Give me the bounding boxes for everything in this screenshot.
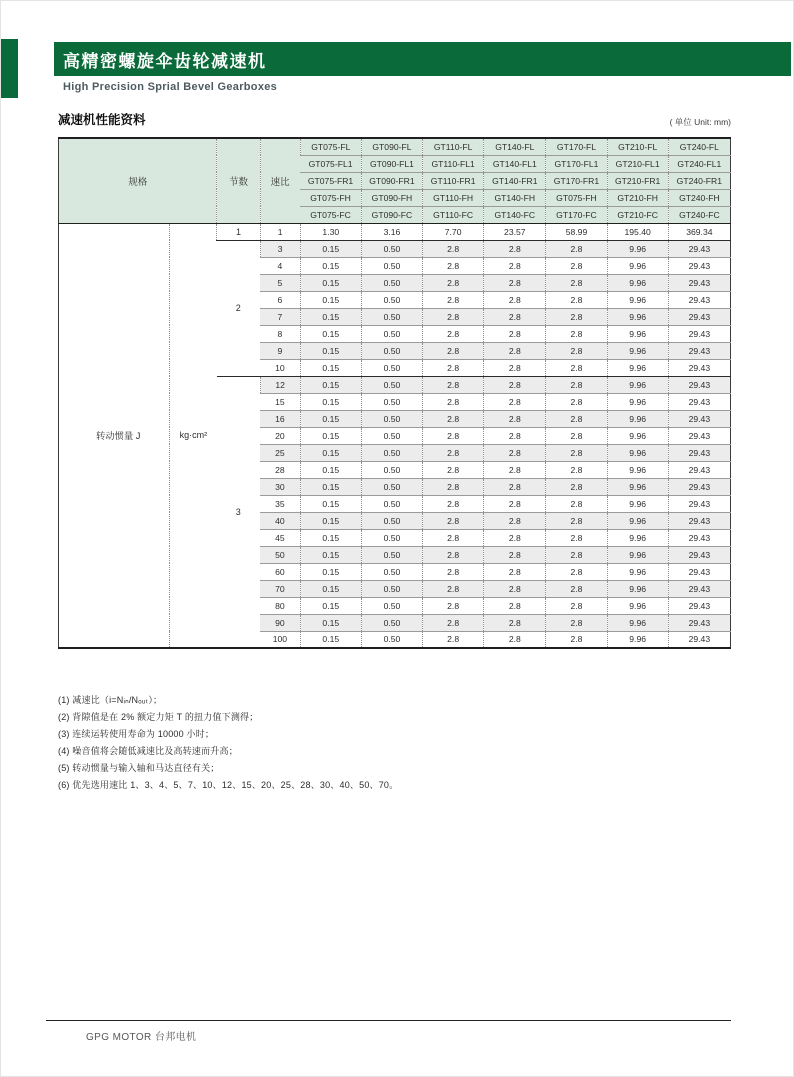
value-cell: 0.15 — [300, 529, 361, 546]
value-cell: 29.43 — [668, 308, 730, 325]
model-header-cell: GT170-FC — [546, 206, 607, 223]
stages-cell: 3 — [217, 376, 260, 648]
model-header-cell: GT210-FH — [607, 189, 668, 206]
left-accent-bar — [1, 39, 18, 98]
value-cell: 2.8 — [423, 376, 484, 393]
ratio-cell: 28 — [260, 461, 300, 478]
model-header-cell: GT110-FH — [423, 189, 484, 206]
value-cell: 2.8 — [484, 512, 546, 529]
ratio-cell: 25 — [260, 444, 300, 461]
value-cell: 2.8 — [423, 444, 484, 461]
value-cell: 0.15 — [300, 512, 361, 529]
value-cell: 0.50 — [361, 410, 422, 427]
value-cell: 29.43 — [668, 614, 730, 631]
model-header-cell: GT075-FC — [300, 206, 361, 223]
value-cell: 0.50 — [361, 427, 422, 444]
footnote-4: (4) 噪音值将会随低减速比及高转速而升高； — [58, 746, 238, 756]
value-cell: 2.8 — [484, 614, 546, 631]
footnote-5: (5) 转动惯量与输入轴和马达直径有关； — [58, 763, 220, 773]
value-cell: 0.50 — [361, 444, 422, 461]
value-cell: 2.8 — [546, 342, 607, 359]
value-cell: 2.8 — [546, 393, 607, 410]
title-bar — [54, 42, 791, 76]
ratio-cell: 1 — [260, 223, 300, 240]
value-cell: 2.8 — [484, 597, 546, 614]
value-cell: 2.8 — [546, 291, 607, 308]
model-header-cell: GT075-FR1 — [300, 172, 361, 189]
value-cell: 0.50 — [361, 325, 422, 342]
ratio-cell: 45 — [260, 529, 300, 546]
value-cell: 9.96 — [607, 240, 668, 257]
page-subtitle: High Precision Sprial Bevel Gearboxes — [63, 81, 278, 93]
ratio-cell: 80 — [260, 597, 300, 614]
value-cell: 2.8 — [423, 342, 484, 359]
value-cell: 0.15 — [300, 325, 361, 342]
value-cell: 29.43 — [668, 427, 730, 444]
value-cell: 0.15 — [300, 376, 361, 393]
value-cell: 9.96 — [607, 376, 668, 393]
model-header-cell: GT075-FL1 — [300, 155, 361, 172]
value-cell: 2.8 — [484, 342, 546, 359]
value-cell: 2.8 — [423, 478, 484, 495]
value-cell: 0.50 — [361, 461, 422, 478]
value-cell: 2.8 — [484, 495, 546, 512]
value-cell: 0.50 — [361, 342, 422, 359]
value-cell: 2.8 — [484, 444, 546, 461]
value-cell: 369.34 — [668, 223, 730, 240]
model-header-cell: GT140-FR1 — [484, 172, 546, 189]
value-cell: 2.8 — [546, 240, 607, 257]
value-cell: 2.8 — [484, 427, 546, 444]
model-header-cell: GT075-FL — [300, 138, 361, 155]
value-cell: 2.8 — [484, 291, 546, 308]
ratio-cell: 4 — [260, 257, 300, 274]
value-cell: 58.99 — [546, 223, 607, 240]
value-cell: 2.8 — [546, 427, 607, 444]
model-header-cell: GT140-FC — [484, 206, 546, 223]
value-cell: 2.8 — [423, 546, 484, 563]
value-cell: 0.15 — [300, 393, 361, 410]
value-cell: 0.50 — [361, 240, 422, 257]
value-cell: 1.30 — [300, 223, 361, 240]
unit-note: ( 单位 Unit: mm) — [669, 117, 731, 127]
value-cell: 2.8 — [546, 563, 607, 580]
footer-divider — [46, 1020, 731, 1021]
value-cell: 2.8 — [546, 529, 607, 546]
value-cell: 9.96 — [607, 580, 668, 597]
value-cell: 2.8 — [546, 308, 607, 325]
value-cell: 0.50 — [361, 393, 422, 410]
value-cell: 2.8 — [484, 580, 546, 597]
value-cell: 29.43 — [668, 478, 730, 495]
value-cell: 0.50 — [361, 359, 422, 376]
value-cell: 0.15 — [300, 257, 361, 274]
value-cell: 29.43 — [668, 580, 730, 597]
page-title: 高精密螺旋伞齿轮减速机 — [63, 51, 267, 71]
ratio-cell: 90 — [260, 614, 300, 631]
value-cell: 2.8 — [484, 393, 546, 410]
footer-brand: GPG MOTOR 台邦电机 — [86, 1032, 197, 1043]
model-header-cell: GT240-FH — [668, 189, 730, 206]
value-cell: 2.8 — [423, 614, 484, 631]
model-header-cell: GT210-FR1 — [607, 172, 668, 189]
model-header-cell: GT090-FR1 — [361, 172, 422, 189]
section-title: 减速机性能资料 — [58, 113, 146, 127]
value-cell: 0.15 — [300, 478, 361, 495]
value-cell: 9.96 — [607, 512, 668, 529]
model-header-cell: GT110-FC — [423, 206, 484, 223]
value-cell: 0.15 — [300, 597, 361, 614]
stages-column-header: 节数 — [217, 138, 260, 223]
model-header-cell: GT210-FC — [607, 206, 668, 223]
value-cell: 29.43 — [668, 631, 730, 648]
value-cell: 2.8 — [423, 427, 484, 444]
value-cell: 0.50 — [361, 563, 422, 580]
ratio-cell: 12 — [260, 376, 300, 393]
value-cell: 2.8 — [423, 274, 484, 291]
value-cell: 2.8 — [484, 308, 546, 325]
model-header-cell: GT090-FL — [361, 138, 422, 155]
value-cell: 2.8 — [423, 410, 484, 427]
model-header-cell: GT140-FL1 — [484, 155, 546, 172]
value-cell: 0.50 — [361, 512, 422, 529]
value-cell: 2.8 — [546, 512, 607, 529]
value-cell: 2.8 — [423, 291, 484, 308]
value-cell: 2.8 — [484, 529, 546, 546]
value-cell: 9.96 — [607, 546, 668, 563]
value-cell: 0.15 — [300, 274, 361, 291]
value-cell: 2.8 — [484, 563, 546, 580]
value-cell: 2.8 — [546, 478, 607, 495]
value-cell: 9.96 — [607, 325, 668, 342]
value-cell: 9.96 — [607, 529, 668, 546]
value-cell: 0.50 — [361, 308, 422, 325]
value-cell: 29.43 — [668, 597, 730, 614]
value-cell: 2.8 — [546, 580, 607, 597]
model-header-cell: GT170-FL — [546, 138, 607, 155]
value-cell: 2.8 — [546, 546, 607, 563]
value-cell: 2.8 — [546, 461, 607, 478]
value-cell: 2.8 — [484, 274, 546, 291]
ratio-cell: 60 — [260, 563, 300, 580]
ratio-cell: 3 — [260, 240, 300, 257]
value-cell: 2.8 — [546, 410, 607, 427]
value-cell: 0.50 — [361, 257, 422, 274]
value-cell: 23.57 — [484, 223, 546, 240]
spec-cell: 转动惯量 J — [59, 223, 170, 648]
value-cell: 29.43 — [668, 444, 730, 461]
value-cell: 2.8 — [546, 257, 607, 274]
value-cell: 0.50 — [361, 614, 422, 631]
model-header-cell: GT210-FL1 — [607, 155, 668, 172]
value-cell: 29.43 — [668, 461, 730, 478]
value-cell: 2.8 — [484, 478, 546, 495]
value-cell: 9.96 — [607, 342, 668, 359]
value-cell: 2.8 — [546, 614, 607, 631]
value-cell: 2.8 — [423, 393, 484, 410]
model-header-cell: GT090-FH — [361, 189, 422, 206]
value-cell: 0.15 — [300, 342, 361, 359]
value-cell: 2.8 — [546, 325, 607, 342]
value-cell: 2.8 — [546, 274, 607, 291]
value-cell: 9.96 — [607, 291, 668, 308]
value-cell: 0.15 — [300, 427, 361, 444]
footnote-2: (2) 背隙值是在 2% 额定力矩 T 的扭力值下测得； — [58, 712, 259, 722]
model-header-cell: GT240-FR1 — [668, 172, 730, 189]
ratio-cell: 100 — [260, 631, 300, 648]
value-cell: 2.8 — [423, 563, 484, 580]
value-cell: 2.8 — [423, 461, 484, 478]
value-cell: 0.50 — [361, 291, 422, 308]
value-cell: 2.8 — [484, 410, 546, 427]
value-cell: 9.96 — [607, 631, 668, 648]
value-cell: 29.43 — [668, 359, 730, 376]
value-cell: 29.43 — [668, 291, 730, 308]
ratio-cell: 20 — [260, 427, 300, 444]
value-cell: 0.15 — [300, 308, 361, 325]
ratio-cell: 40 — [260, 512, 300, 529]
model-header-cell: GT090-FC — [361, 206, 422, 223]
value-cell: 29.43 — [668, 563, 730, 580]
value-cell: 0.50 — [361, 495, 422, 512]
value-cell: 29.43 — [668, 410, 730, 427]
value-cell: 29.43 — [668, 376, 730, 393]
value-cell: 9.96 — [607, 308, 668, 325]
value-cell: 195.40 — [607, 223, 668, 240]
value-cell: 0.15 — [300, 359, 361, 376]
value-cell: 2.8 — [484, 240, 546, 257]
value-cell: 29.43 — [668, 495, 730, 512]
value-cell: 2.8 — [484, 257, 546, 274]
value-cell: 9.96 — [607, 444, 668, 461]
value-cell: 2.8 — [546, 444, 607, 461]
value-cell: 2.8 — [423, 580, 484, 597]
value-cell: 0.50 — [361, 631, 422, 648]
footnote-3: (3) 连续运转使用寿命为 10000 小时； — [58, 729, 215, 739]
unit-cell: kg·cm² — [170, 223, 217, 648]
value-cell: 2.8 — [423, 308, 484, 325]
stages-cell: 1 — [217, 223, 260, 240]
value-cell: 0.15 — [300, 580, 361, 597]
ratio-cell: 7 — [260, 308, 300, 325]
value-cell: 2.8 — [546, 597, 607, 614]
model-header-cell: GT170-FL1 — [546, 155, 607, 172]
value-cell: 29.43 — [668, 529, 730, 546]
value-cell: 9.96 — [607, 427, 668, 444]
value-cell: 9.96 — [607, 257, 668, 274]
ratio-cell: 70 — [260, 580, 300, 597]
ratio-cell: 50 — [260, 546, 300, 563]
spec-column-header: 规格 — [59, 138, 217, 223]
value-cell: 9.96 — [607, 614, 668, 631]
model-header-cell: GT140-FH — [484, 189, 546, 206]
model-header-cell: GT240-FC — [668, 206, 730, 223]
value-cell: 0.50 — [361, 478, 422, 495]
value-cell: 9.96 — [607, 597, 668, 614]
value-cell: 0.50 — [361, 376, 422, 393]
value-cell: 0.15 — [300, 546, 361, 563]
value-cell: 29.43 — [668, 257, 730, 274]
ratio-cell: 5 — [260, 274, 300, 291]
section-header-row — [58, 110, 731, 128]
value-cell: 7.70 — [423, 223, 484, 240]
value-cell: 2.8 — [484, 325, 546, 342]
value-cell: 2.8 — [484, 461, 546, 478]
value-cell: 0.50 — [361, 546, 422, 563]
value-cell: 2.8 — [423, 597, 484, 614]
value-cell: 0.50 — [361, 529, 422, 546]
value-cell: 2.8 — [546, 631, 607, 648]
value-cell: 2.8 — [423, 359, 484, 376]
footnote-6: (6) 优先选用速比 1、3、4、5、7、10、12、15、20、25、28、30、40、50、70。 — [58, 780, 399, 790]
model-header-cell: GT170-FR1 — [546, 172, 607, 189]
model-header-cell: GT090-FL1 — [361, 155, 422, 172]
model-header-cell: GT140-FL — [484, 138, 546, 155]
value-cell: 0.15 — [300, 495, 361, 512]
model-header-cell: GT240-FL — [668, 138, 730, 155]
value-cell: 29.43 — [668, 240, 730, 257]
value-cell: 0.15 — [300, 291, 361, 308]
ratio-column-header: 速比 — [260, 138, 300, 223]
model-header-cell: GT210-FL — [607, 138, 668, 155]
value-cell: 9.96 — [607, 461, 668, 478]
value-cell: 0.15 — [300, 444, 361, 461]
value-cell: 2.8 — [484, 376, 546, 393]
model-header-cell: GT110-FR1 — [423, 172, 484, 189]
value-cell: 2.8 — [423, 325, 484, 342]
value-cell: 0.15 — [300, 631, 361, 648]
model-header-cell: GT110-FL — [423, 138, 484, 155]
value-cell: 0.15 — [300, 410, 361, 427]
value-cell: 2.8 — [484, 631, 546, 648]
value-cell: 0.50 — [361, 597, 422, 614]
value-cell: 0.15 — [300, 240, 361, 257]
model-header-cell: GT240-FL1 — [668, 155, 730, 172]
value-cell: 2.8 — [423, 631, 484, 648]
value-cell: 0.15 — [300, 614, 361, 631]
value-cell: 9.96 — [607, 274, 668, 291]
ratio-cell: 15 — [260, 393, 300, 410]
stages-cell: 2 — [217, 240, 260, 376]
value-cell: 29.43 — [668, 393, 730, 410]
value-cell: 0.50 — [361, 274, 422, 291]
value-cell: 2.8 — [484, 359, 546, 376]
model-header-cell: GT110-FL1 — [423, 155, 484, 172]
model-header-cell: GT075-FH — [300, 189, 361, 206]
value-cell: 9.96 — [607, 478, 668, 495]
value-cell: 29.43 — [668, 325, 730, 342]
value-cell: 29.43 — [668, 512, 730, 529]
model-header-cell: GT075-FH — [546, 189, 607, 206]
value-cell: 2.8 — [423, 240, 484, 257]
ratio-cell: 35 — [260, 495, 300, 512]
value-cell: 2.8 — [546, 359, 607, 376]
value-cell: 2.8 — [423, 495, 484, 512]
value-cell: 2.8 — [423, 512, 484, 529]
ratio-cell: 9 — [260, 342, 300, 359]
value-cell: 9.96 — [607, 410, 668, 427]
footnotes — [58, 692, 718, 794]
value-cell: 29.43 — [668, 274, 730, 291]
ratio-cell: 10 — [260, 359, 300, 376]
value-cell: 2.8 — [546, 495, 607, 512]
value-cell: 2.8 — [423, 257, 484, 274]
performance-table — [58, 137, 731, 649]
ratio-cell: 6 — [260, 291, 300, 308]
ratio-cell: 30 — [260, 478, 300, 495]
value-cell: 9.96 — [607, 393, 668, 410]
value-cell: 2.8 — [546, 376, 607, 393]
value-cell: 9.96 — [607, 563, 668, 580]
value-cell: 3.16 — [361, 223, 422, 240]
value-cell: 2.8 — [484, 546, 546, 563]
value-cell: 2.8 — [423, 529, 484, 546]
value-cell: 29.43 — [668, 342, 730, 359]
value-cell: 0.15 — [300, 563, 361, 580]
value-cell: 0.50 — [361, 580, 422, 597]
ratio-cell: 8 — [260, 325, 300, 342]
value-cell: 0.15 — [300, 461, 361, 478]
value-cell: 9.96 — [607, 495, 668, 512]
footnote-1: (1) 减速比（i=Nᵢₙ/Nₒᵤₜ）； — [58, 695, 163, 705]
value-cell: 29.43 — [668, 546, 730, 563]
ratio-cell: 16 — [260, 410, 300, 427]
value-cell: 9.96 — [607, 359, 668, 376]
